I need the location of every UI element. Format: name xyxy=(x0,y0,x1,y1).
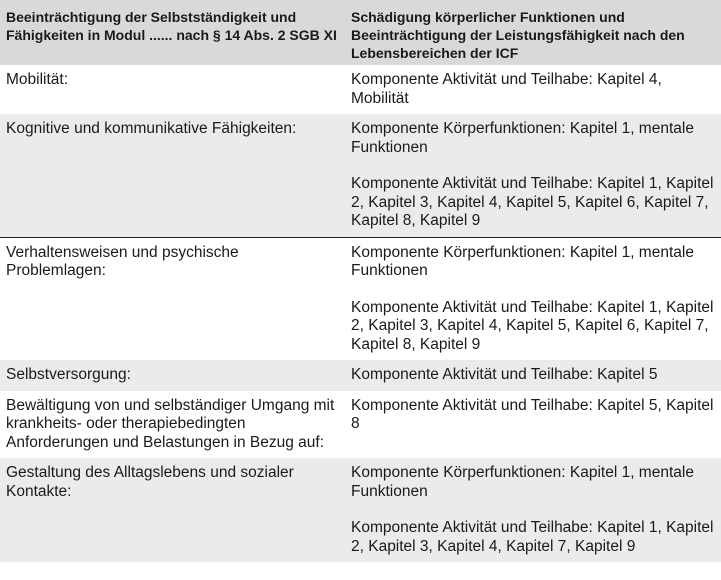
module-cell: Gestaltung des Alltagslebens und sozialer Kontakte: xyxy=(0,458,343,562)
module-cell: Verhaltensweisen und psychische Problemlagen: xyxy=(0,237,343,360)
icf-entry: Komponente Körperfunktionen: Kapitel 1, mentale Funktionen xyxy=(351,464,694,500)
header-module: Beeinträchtigung der Selbstständigkeit und Fähigkeiten in Modul ...... nach § 14 Abs. 2 SGB XI xyxy=(0,0,343,65)
table-row xyxy=(0,114,721,237)
table-row xyxy=(0,391,721,459)
table-header-row xyxy=(0,0,721,65)
module-cell: Selbstversorgung: xyxy=(0,360,343,391)
table-row xyxy=(0,65,721,114)
icf-entry: Komponente Körperfunktionen: Kapitel 1, mentale Funktionen xyxy=(351,243,694,279)
header-icf: Schädigung körperlicher Funktionen und Beeinträchtigung der Leistungsfähigkeit nach den Lebensbereichen der ICF xyxy=(343,0,721,65)
table-row xyxy=(0,360,721,391)
icf-cell xyxy=(343,65,721,114)
icf-cell xyxy=(343,114,721,237)
icf-cell xyxy=(343,360,721,391)
icf-cell xyxy=(343,391,721,459)
module-cell: Bewältigung von und selbständiger Umgang mit krankheits- oder therapiebedingten Anforderungen und Belastungen in Bezug auf: xyxy=(6,396,335,451)
icf-entry: Komponente Aktivität und Teilhabe: Kapitel 1, Kapitel 2, Kapitel 3, Kapitel 4, Kapitel 5, Kapitel 6, Kapitel 7, Kapitel 8, Kapitel 9 xyxy=(351,298,714,353)
icf-entry: Komponente Aktivität und Teilhabe: Kapitel 1, Kapitel 2, Kapitel 3, Kapitel 4, Kapitel 7, Kapitel 9 xyxy=(351,519,714,555)
icf-entry: Komponente Aktivität und Teilhabe: Kapitel 5, Kapitel 8 xyxy=(351,396,714,432)
module-cell: Mobilität: xyxy=(6,71,69,88)
icf-cell xyxy=(343,237,721,360)
icf-entry: Komponente Aktivität und Teilhabe: Kapitel 5 xyxy=(351,366,658,383)
table-row xyxy=(0,237,721,360)
icf-entry: Komponente Aktivität und Teilhabe: Kapitel 4, Mobilität xyxy=(351,71,662,107)
icf-entry: Komponente Aktivität und Teilhabe: Kapitel 1, Kapitel 2, Kapitel 3, Kapitel 4, Kapitel 5, Kapitel 6, Kapitel 7, Kapitel 8, Kapitel 9 xyxy=(351,175,714,229)
icf-cell xyxy=(343,458,721,562)
table-row xyxy=(0,458,721,562)
icf-entry: Komponente Körperfunktionen: Kapitel 1, mentale Funktionen xyxy=(351,120,694,156)
module-cell: Kognitive und kommunikative Fähigkeiten: xyxy=(0,114,343,237)
